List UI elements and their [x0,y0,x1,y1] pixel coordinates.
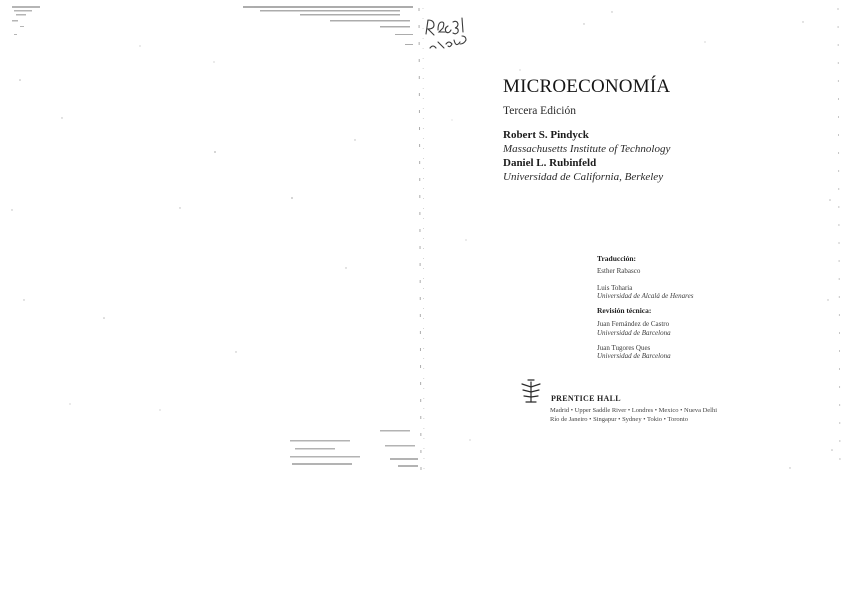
reviewer-affiliation: Universidad de Barcelona [597,329,671,337]
handwritten-call-number-icon [420,4,480,56]
translator-name: Esther Rabasco [597,267,641,275]
reviewer-affiliation: Universidad de Barcelona [597,352,671,360]
author-name: Robert S. Pindyck [503,129,589,141]
translation-heading: Traducción: [597,254,637,263]
reviewer-name: Juan Tugores Ques [597,344,651,352]
publisher-cities: Río de Janeiro • Singapur • Sydney • Tokio • Toronto [550,416,688,423]
book-edition: Tercera Edición [503,105,576,117]
review-heading: Revisión técnica: [597,306,652,315]
publisher-cities: Madrid • Upper Saddle River • Londres • Mexico • Nueva Delhi [550,407,718,414]
author-affiliation: Massachusetts Institute of Technology [503,143,671,155]
translator-affiliation: Universidad de Alcalá de Henares [597,292,694,300]
book-title: MICROECONOMÍA [503,76,671,97]
author-name: Daniel L. Rubinfeld [503,157,597,169]
author-affiliation: Universidad de California, Berkeley [503,171,664,183]
reviewer-name: Juan Fernández de Castro [597,320,670,328]
prentice-hall-tree-icon [519,378,543,404]
translator-name: Luis Toharia [597,284,633,292]
publisher-name: PRENTICE HALL [551,394,621,403]
